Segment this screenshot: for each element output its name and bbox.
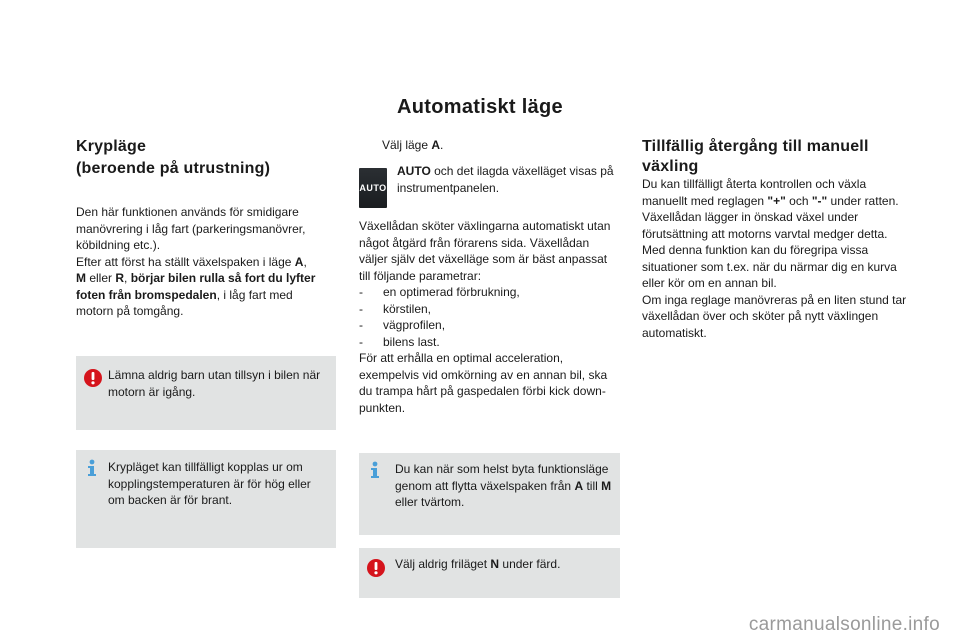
info-text [395, 461, 613, 511]
warning-text [395, 556, 613, 573]
list-item-text: bilens last. [383, 334, 440, 349]
text-run-bold: R [115, 271, 125, 285]
text-run-bold: M [601, 478, 612, 493]
text-run-bold: AUTO [397, 164, 431, 178]
text-run: , [303, 254, 307, 269]
text-run: till [583, 478, 602, 493]
left-paragraph-2 [76, 254, 332, 320]
text-run: , i låg fart med motorn på tomgång. [76, 287, 293, 318]
right-body [642, 176, 908, 341]
info-box-creep [76, 450, 336, 548]
right-paragraph-1 [642, 176, 908, 242]
right-heading-line1: Tillfällig återgång till manuell [642, 138, 869, 155]
right-paragraph-2: Med denna funktion kan du föregripa vissa situationer som t.ex. när du närmar dig en kurva eller kör om en annan bil. [642, 243, 897, 290]
text-run-bold: M [76, 271, 86, 285]
text-run-bold: "+" [767, 193, 786, 208]
text-run: , [124, 271, 131, 285]
auto-description [397, 163, 623, 196]
list-item [359, 301, 621, 318]
warning-box-neutral [359, 548, 620, 598]
list-item [359, 334, 621, 351]
info-box-switch-mode [359, 453, 620, 535]
list-item-text: vägprofilen, [383, 318, 446, 332]
left-heading-line2: (beroende på utrustning) [76, 160, 271, 177]
warning-text: Lämna aldrig barn utan tillsyn i bilen när motorn är igång. [108, 368, 321, 399]
text-run-bold: A [294, 254, 304, 269]
text-run: Välj läge [382, 138, 432, 152]
middle-body [359, 218, 621, 416]
pointer-icon [360, 137, 382, 154]
text-run: Du kan när som helst byta funktionsläge genom att flytta växelspaken från [395, 462, 609, 493]
auto-display-badge: AUTO [359, 168, 387, 208]
middle-paragraph-1: Växellådan sköter växlingarna automatiskt utan något åtgärd från förarens sida. Växellådan väljer själv det växelläge som är bäst anpassat till följande parametrar: [359, 219, 611, 283]
warning-box-children [76, 356, 336, 430]
text-run-bold: A [431, 138, 441, 152]
text-run-bold: "-" [811, 193, 828, 208]
text-run: . [440, 138, 444, 152]
list-dash: - [359, 334, 363, 349]
left-heading [76, 137, 346, 179]
text-run-bold: A [574, 478, 584, 493]
left-paragraph-1: Den här funktionen används för smidigare manövrering i låg fart (parkeringsmanövrer, köbildning etc.). [76, 205, 306, 252]
page-title: Automatiskt läge [397, 96, 563, 118]
text-run: under ratten. Växellådan lägger in önskad växel under förutsättning att motorns varvtal medger detta. [642, 193, 899, 241]
left-body [76, 204, 332, 320]
info-icon [368, 461, 382, 479]
text-run: Efter att först ha ställt växelspaken i läge [76, 254, 295, 269]
right-paragraph-3: Om inga reglage manövreras på en liten stund tar växellådan över och sköter på nytt växlingen automatiskt. [642, 292, 907, 340]
text-run: och det ilagda växelläget visas på instrumentpanelen. [397, 164, 614, 195]
text-run-bold: N [490, 557, 500, 571]
left-heading-line1: Krypläge [76, 138, 147, 155]
select-mode-line [360, 137, 620, 154]
list-item [359, 284, 621, 301]
text-run: och [785, 193, 812, 208]
warning-icon [84, 369, 102, 387]
right-heading [642, 137, 902, 177]
right-heading-line2: växling [642, 158, 699, 175]
list-item [359, 317, 621, 334]
list-item-text: körstilen, [383, 301, 432, 316]
info-icon [85, 459, 99, 477]
warning-icon [367, 559, 385, 577]
text-run: eller [86, 271, 116, 285]
list-item-text: en optimerad förbrukning, [383, 285, 520, 299]
text-run: Välj aldrig friläget [395, 557, 491, 571]
select-mode-text [382, 137, 443, 154]
list-dash: - [359, 285, 363, 299]
text-run: eller tvärtom. [395, 495, 465, 509]
text-run-bold: börjar bilen rulla så fort du lyfter foten från bromspedalen [76, 271, 316, 302]
list-dash: - [359, 301, 363, 316]
text-run: Du kan tillfälligt återta kontrollen och växla manuellt med reglagen [642, 177, 867, 208]
list-dash: - [359, 318, 363, 332]
text-run: under färd. [499, 557, 561, 571]
middle-paragraph-2: För att erhålla en optimal acceleration, exempelvis vid omkörning av en annan bil, ska du trampa hårt på gaspedalen förbi kick down-punkten. [359, 351, 608, 415]
watermark: carmanualsonline.info [748, 614, 940, 635]
info-text: Krypläget kan tillfälligt kopplas ur om kopplingstemperaturen är för hög eller om backen är för brant. [108, 460, 311, 507]
